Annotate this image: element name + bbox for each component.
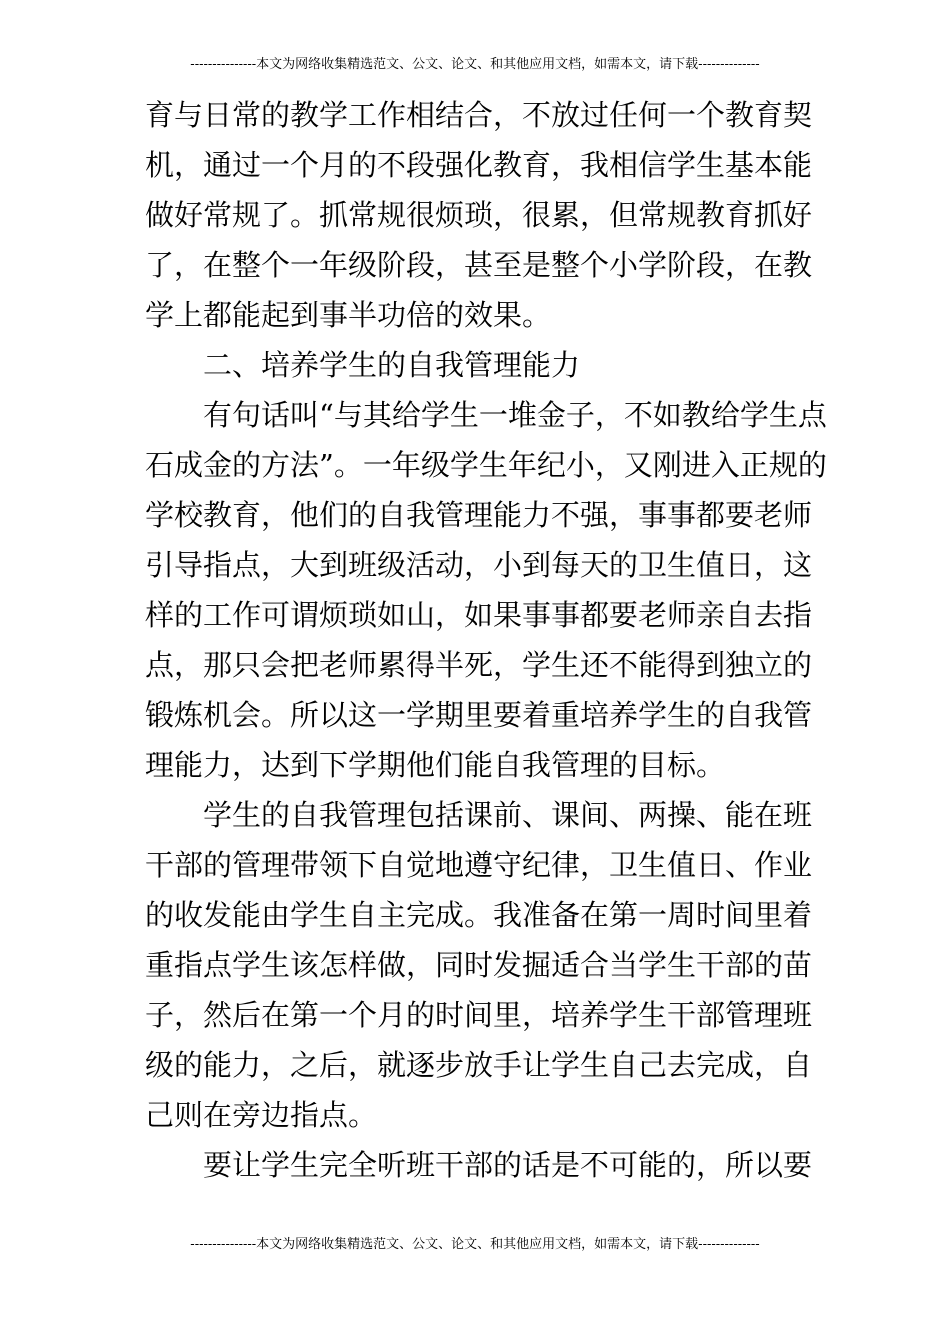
text-line: 要让学生完全听班干部的话是不可能的，所以要 bbox=[203, 1148, 813, 1182]
text-line: 级的能力，之后，就逐步放手让学生自己去完成，自 bbox=[145, 1048, 813, 1082]
text-line: 育与日常的教学工作相结合，不放过任何一个教育契 bbox=[145, 98, 813, 132]
text-line: 重指点学生该怎样做，同时发掘适合当学生干部的苗 bbox=[145, 948, 813, 982]
text-line: 锻炼机会。所以这一学期里要着重培养学生的自我管 bbox=[145, 698, 813, 732]
text-line: 学上都能起到事半功倍的效果。 bbox=[145, 298, 552, 332]
text-line: 了，在整个一年级阶段，甚至是整个小学阶段，在教 bbox=[145, 248, 813, 282]
text-line: 干部的管理带领下自觉地遵守纪律，卫生值日、作业 bbox=[145, 848, 813, 882]
document-body bbox=[145, 90, 827, 1190]
text-line: 的收发能由学生自主完成。我准备在第一周时间里着 bbox=[145, 898, 813, 932]
page-footer: ---------------本文为网络收集精选范文、公文、论文、和其他应用文档，如需本文，请下载-------------- bbox=[190, 1237, 760, 1252]
text-line: 点，那只会把老师累得半死，学生还不能得到独立的 bbox=[145, 648, 813, 682]
text-line: 学生的自我管理包括课前、课间、两操、能在班 bbox=[203, 798, 813, 832]
text-line: 机，通过一个月的不段强化教育，我相信学生基本能 bbox=[145, 148, 813, 182]
text-line: 样的工作可谓烦琐如山，如果事事都要老师亲自去指 bbox=[145, 598, 813, 632]
text-line: 学校教育，他们的自我管理能力不强，事事都要老师 bbox=[145, 498, 813, 532]
text-line: 理能力，达到下学期他们能自我管理的目标。 bbox=[145, 748, 726, 782]
text-line: 己则在旁边指点。 bbox=[145, 1098, 378, 1132]
text-line: 引导指点，大到班级活动，小到每天的卫生值日，这 bbox=[145, 548, 813, 582]
text-line: 石成金的方法”。一年级学生年纪小，又刚进入正规的 bbox=[145, 448, 827, 482]
text-line: 做好常规了。抓常规很烦琐，很累，但常规教育抓好 bbox=[145, 198, 813, 232]
page-header: ---------------本文为网络收集精选范文、公文、论文、和其他应用文档，如需本文，请下载-------------- bbox=[190, 57, 760, 72]
text-line: 有句话叫“与其给学生一堆金子，不如教给学生点 bbox=[203, 398, 827, 432]
section-heading: 二、培养学生的自我管理能力 bbox=[203, 348, 581, 382]
text-line: 子，然后在第一个月的时间里，培养学生干部管理班 bbox=[145, 998, 813, 1032]
